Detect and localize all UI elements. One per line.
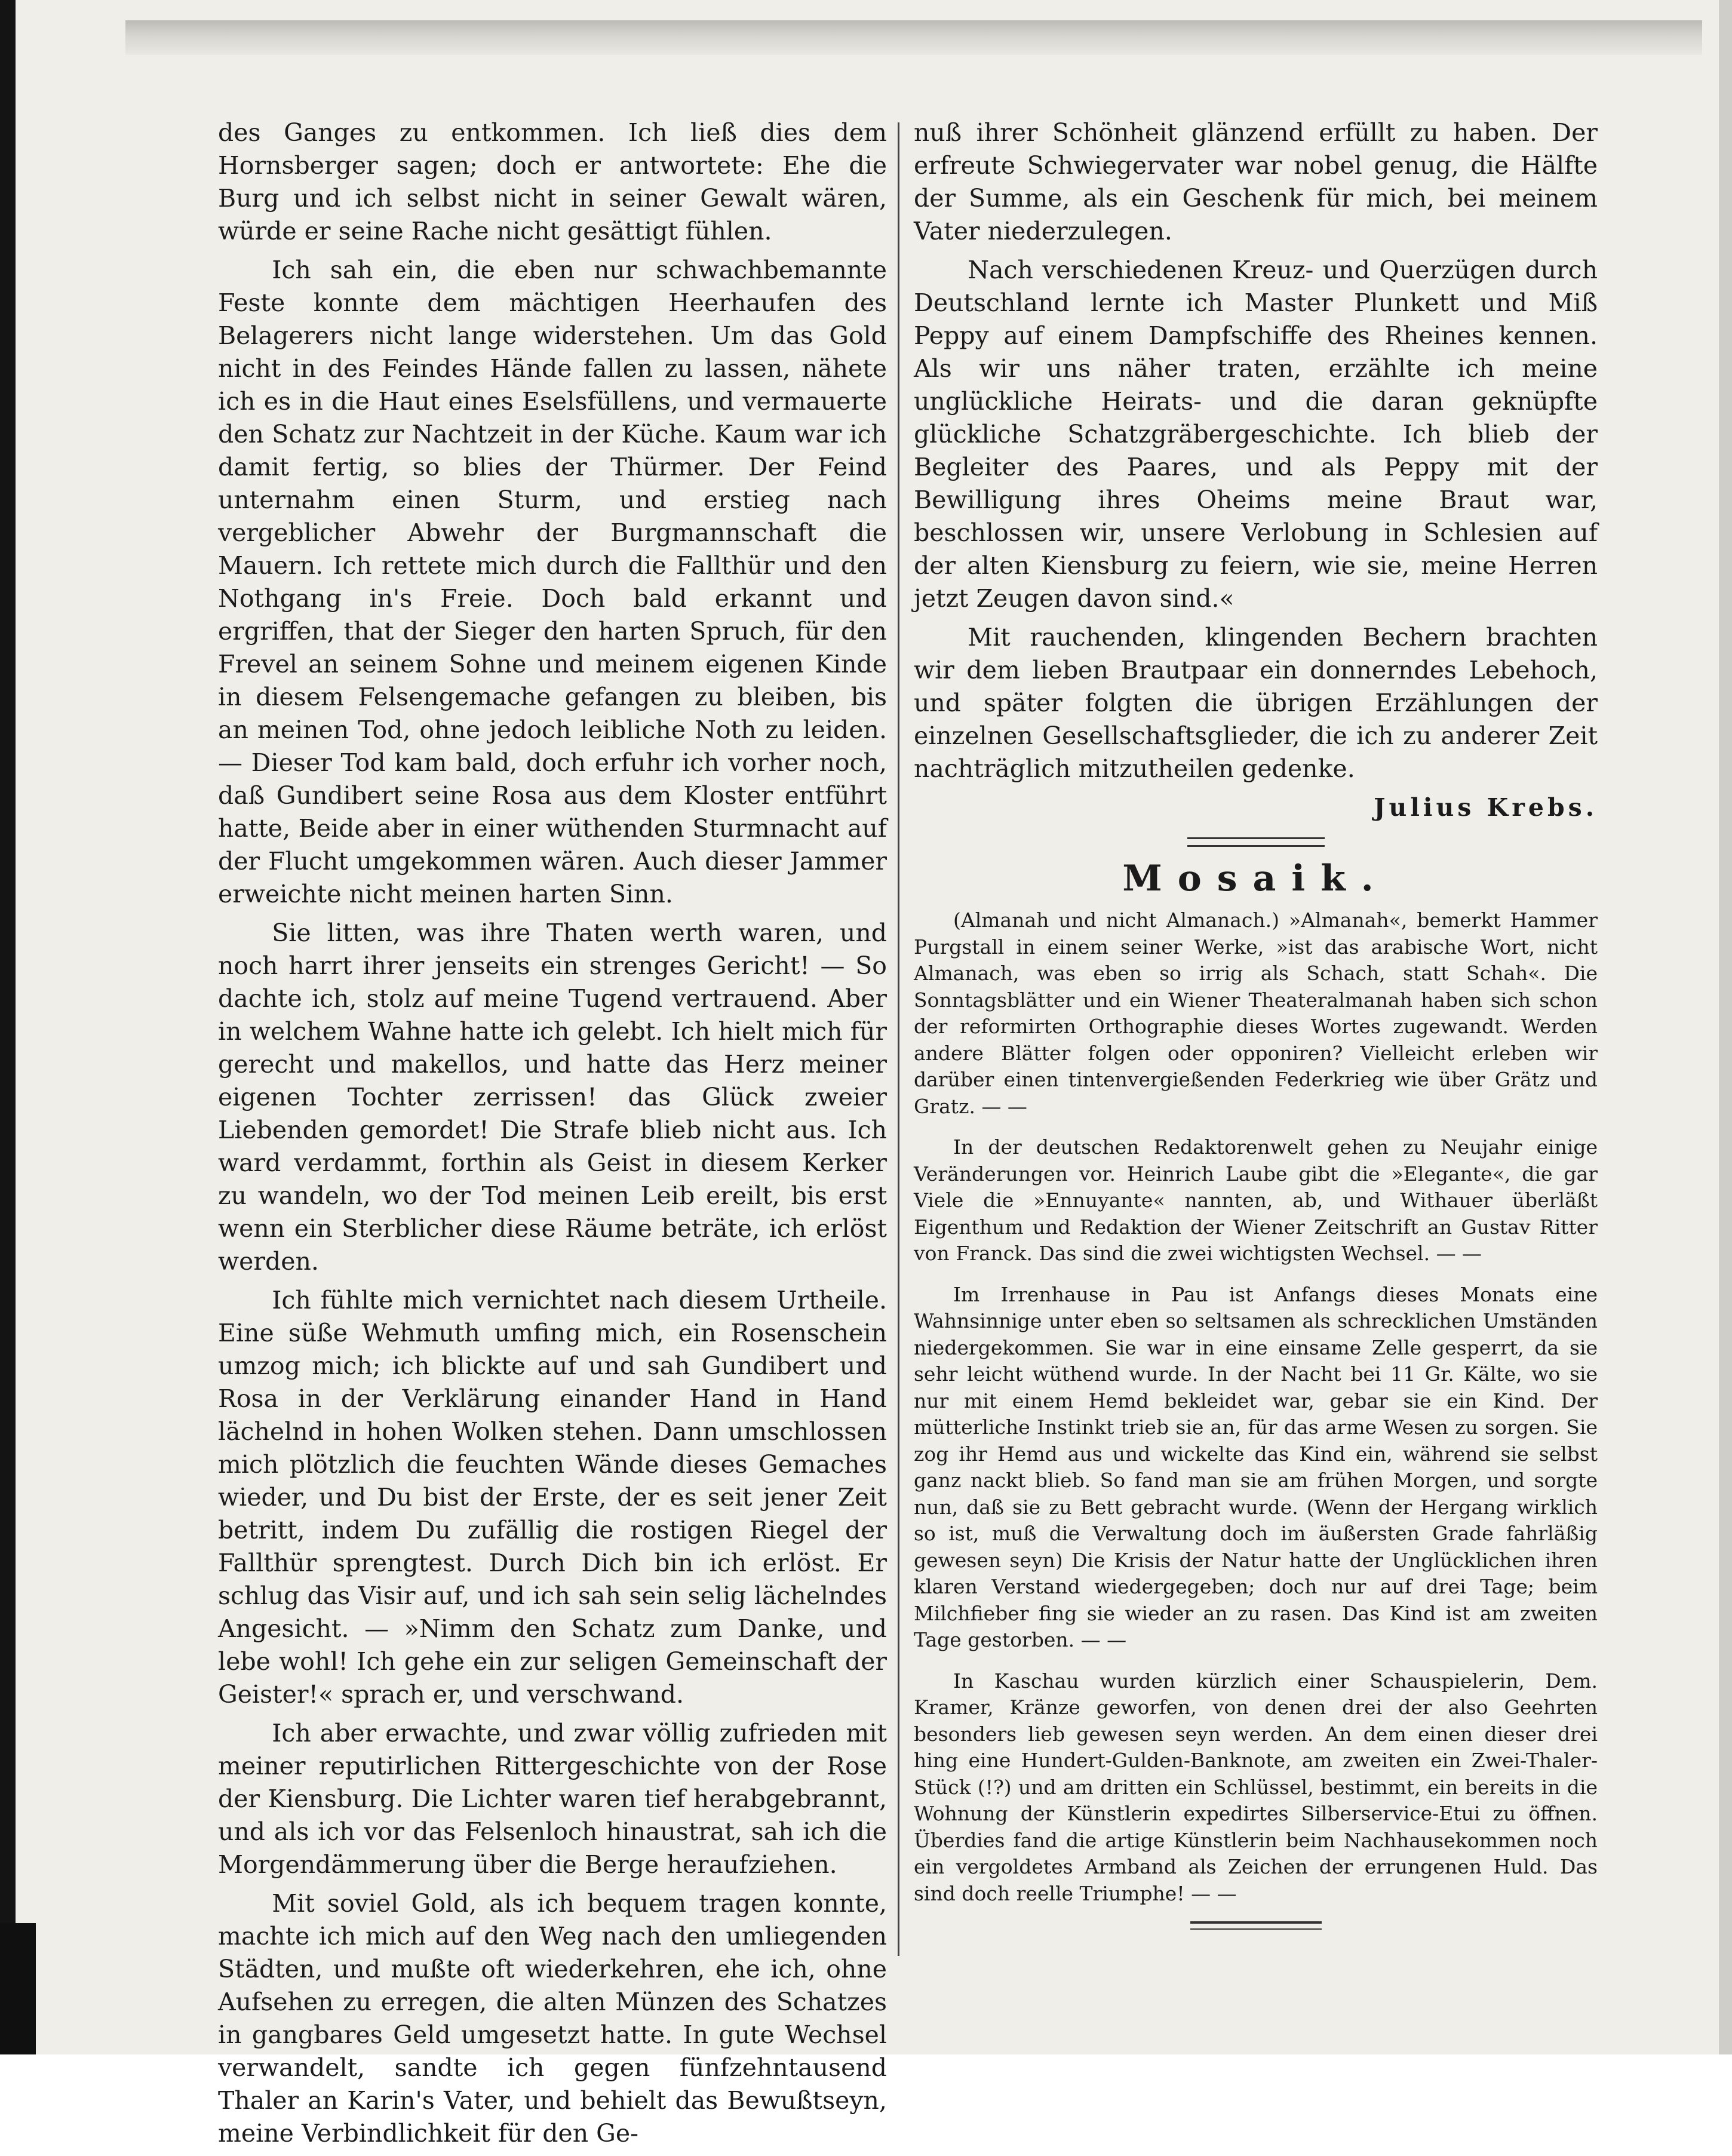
news-item: In der deutschen Redaktorenwelt gehen zu Neujahr einige Veränderungen vor. Heinrich Laube gibt die »Elegante«, die gar Viele die »Ennuyante« nannten, ab, und Withauer überläßt Eigenthum und Redaktion der Wiener Zeitschrift an Gustav Ritter von Franck. Das sind die zwei wichtigsten Wechsel. — —: [914, 1135, 1598, 1265]
binding-clip: [0, 1923, 36, 2054]
end-divider: [1190, 1921, 1322, 1930]
news-item: Im Irrenhause in Pau ist Anfangs dieses Monats eine Wahnsinnige unter eben so seltsamen als schrecklichen Umständen niedergekommen. Sie war in eine einsame Zelle gesperrt, da sie sehr leicht wüthend wurde. In der Nacht bei 11 Gr. Kälte, wo sie nur mit einem Hemd bekleidet war, gebar sie ein Kind. Der mütterliche Instinkt trieb sie an, für das arme Wesen zu sorgen. Sie zog ihr Hemd aus und wickelte das Kind ein, während sie selbst ganz nackt blieb. So fand man sie am frühen Morgen, und sorgte nun, daß sie zu Bett gebracht wurde. (Wenn der Hergang wirklich so ist, muß die Verwaltung doch im äußersten Grade fahrläßig gewesen seyn) Die Krisis der Natur hatte der Unglücklichen ihren klaren Verstand wiedergegeben; doch nur auf drei Tage; beim Milchfieber fing sie wieder an zu rasen. Das Kind ist am zweiten Tage gestorben. — —: [914, 1282, 1598, 1651]
paragraph: Mit soviel Gold, als ich bequem tragen konnte, machte ich mich auf den Weg nach den umliegenden Städten, und mußte oft wiederkehren, ehe ich, ohne Aufsehen zu erregen, die alten Münzen des Schatzes in gangbares Geld umgesetzt hatte. In gute Wechsel verwandelt, sandte ich gegen fünfzehntausend Thaler an Karin's Vater, und behielt das Bewußtseyn, meine Verbindlichkeit für den Ge-: [218, 1889, 887, 2148]
paragraph: Ich fühlte mich vernichtet nach diesem Urtheile. Eine süße Wehmuth umfing mich, ein Rosenschein umzog mich; ich blickte auf und sah Gundibert und Rosa in der Verklärung einander Hand in Hand lächelnd in hohen Wolken stehen. Dann umschlossen mich plötzlich die feuchten Wände dieses Gemaches wieder, und Du bist der Erste, der es seit jener Zeit betritt, indem Du zufällig die rostigen Riegel der Fallthür sprengtest. Durch Dich bin ich erlöst. Er schlug das Visir auf, und ich sah sein selig lächelndes Angesicht. — »Nimm den Schatz zum Danke, und lebe wohl! Ich gehe ein zur seligen Gemeinschaft der Geister!« sprach er, und verschwand.: [218, 1286, 887, 1709]
paragraph: des Ganges zu entkommen. Ich ließ dies dem Hornsberger sagen; doch er antwortete: Ehe die Burg und ich selbst nicht in seiner Gewalt wären, würde er seine Rache nicht gesättigt fühlen.: [218, 118, 887, 245]
paragraph: Mit rauchenden, klingenden Bechern brachten wir dem lieben Brautpaar ein donnerndes Lebehoch, und später folgten die übrigen Erzählungen der einzelnen Gesellschaftsglieder, die ich zu anderer Zeit nachträglich mitzutheilen gedenke.: [914, 623, 1598, 783]
page-fold-shadow: [125, 20, 1702, 55]
paragraph: Ich aber erwachte, und zwar völlig zufrieden mit meiner reputirlichen Rittergeschichte von der Rose der Kiensburg. Die Lichter waren tief herabgebrannt, und als ich vor das Felsenloch hinaustrat, sah ich die Morgendämmerung über die Berge heraufziehen.: [218, 1719, 887, 1879]
news-item: In Kaschau wurden kürzlich einer Schauspielerin, Dem. Kramer, Kränze geworfen, von denen drei der also Geehrten besonders lieb gewesen seyn werden. An dem einen dieser drei hing eine Hundert-Gulden-Banknote, am zweiten ein Zwei-Thaler-Stück (!?) und am dritten ein Schlüssel, bestimmt, ein bereits in die Wohnung der Künstlerin expedirtes Silberservice-Etui zu öffnen. Überdies fand die artige Künstlerin beim Nachhausekommen noch ein vergoldetes Armband als Zeichen der errungenen Huld. Das sind doch reelle Triumphe! — —: [914, 1669, 1598, 1905]
section-divider: [1187, 837, 1325, 847]
news-item: (Almanah und nicht Almanach.) »Almanah«, bemerkt Hammer Purgstall in einem seiner Werke, »ist das arabische Wort, nicht Almanach, was eben so irrig als Schach, statt Schah«. Die Sonntagsblätter und ein Wiener Theateralmanah haben sich schon der reformirten Orthographie dieses Wortes zugewandt. Werden andere Blätter folgen oder opponiren? Vielleicht erleben wir darüber einen tintenvergießenden Federkrieg wie über Grätz und Gratz. — —: [914, 908, 1598, 1118]
paragraph: Nach verschiedenen Kreuz- und Querzügen durch Deutschland lernte ich Master Plunkett und Miß Peppy auf einem Dampfschiffe des Rheines kennen. Als wir uns näher traten, erzählte ich meine unglückliche Heirats- und die daran geknüpfte glückliche Schatzgräbergeschichte. Ich blieb der Begleiter des Paares, und als Peppy mit der Bewilligung ihres Oheims meine Braut war, beschlossen wir, unsere Verlobung in Schlesien auf der alten Kiensburg zu feiern, wie sie, meine Herren jetzt Zeugen davon sind.«: [914, 256, 1598, 613]
right-column: [914, 116, 1598, 1930]
left-column: [218, 116, 887, 2156]
paragraph: Ich sah ein, die eben nur schwachbemannte Feste konnte dem mächtigen Heerhaufen des Belagerers nicht lange widerstehen. Um das Gold nicht in des Feindes Hände fallen zu lassen, nähete ich es in die Haut eines Eselsfüllens, und vermauerte den Schatz zur Nachtzeit in der Küche. Kaum war ich damit fertig, so blies der Thürmer. Der Feind unternahm einen Sturm, und erstieg nach vergeblicher Abwehr der Burgmannschaft die Mauern. Ich rettete mich durch die Fallthür und den Nothgang in's Freie. Doch bald erkannt und ergriffen, that der Sieger den harten Spruch, für den Frevel an seinem Sohne und meinem eigenen Kinde in diesem Felsengemache gefangen zu bleiben, bis an meinen Tod, ohne jedoch leibliche Noth zu leiden. — Dieser Tod kam bald, doch erfuhr ich vorher noch, daß Gundibert seine Rosa aus dem Kloster entführt hatte, Beide aber in einer wüthenden Sturmnacht auf der Flucht umgekommen wären. Auch dieser Jammer erweichte nicht meinen harten Sinn.: [218, 256, 887, 908]
author-signature: Julius Krebs.: [1374, 793, 1598, 822]
paragraph: Sie litten, was ihre Thaten werth waren, und noch harrt ihrer jenseits ein strenges Gericht! — So dachte ich, stolz auf meine Tugend vertrauend. Aber in welchem Wahne hatte ich gelebt. Ich hielt mich für gerecht und makellos, und hatte das Herz meiner eigenen Tochter zerrissen! das Glück zweier Liebenden gemordet! Die Strafe blieb nicht aus. Ich ward verdammt, forthin als Geist in diesem Kerker zu wandeln, wo der Tod meinen Leib ereilt, bis erst wenn ein Sterblicher diese Räume beträte, ich erlöst werden.: [218, 919, 887, 1276]
paragraph: nuß ihrer Schönheit glänzend erfüllt zu haben. Der erfreute Schwiegervater war nobel genug, die Hälfte der Summe, als ein Geschenk für mich, bei meinem Vater niederzulegen.: [914, 118, 1598, 245]
column-divider: [898, 122, 899, 1956]
binding-edge-right: [1719, 0, 1732, 2054]
mosaik-section: [914, 907, 1598, 1907]
binding-edge-left: [0, 0, 16, 2054]
section-title: Mosaik.: [1122, 858, 1389, 899]
